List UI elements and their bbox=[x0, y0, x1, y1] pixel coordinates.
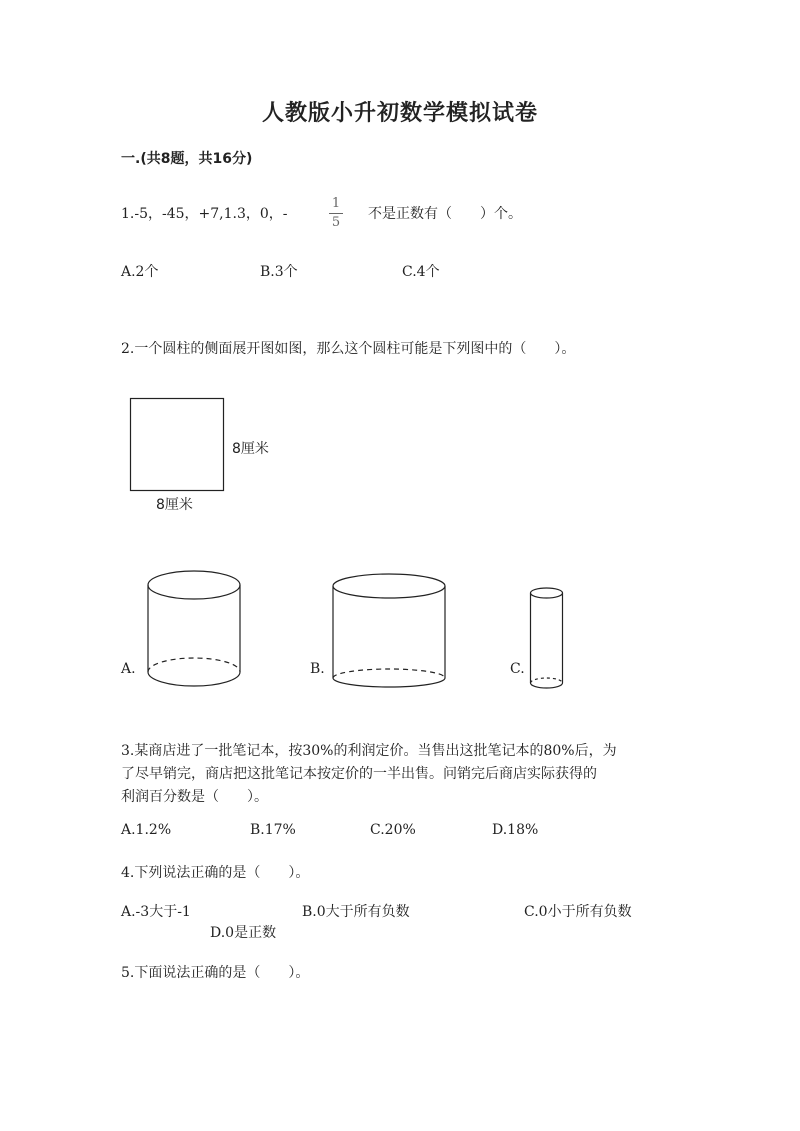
q5-stem: 5.下面说法正确的是（ ）。 bbox=[121, 965, 310, 981]
unfolded-side-square-figure bbox=[125, 393, 235, 497]
cylinder-c-figure bbox=[525, 583, 570, 695]
q2-option-a[interactable]: A. bbox=[121, 661, 136, 677]
q3-option-a[interactable]: A.1.2% bbox=[121, 822, 172, 838]
q4-option-b[interactable]: B.0大于所有负数 bbox=[302, 904, 410, 920]
page-title: 人教版小升初数学模拟试卷 bbox=[261, 100, 538, 126]
q1-option-a[interactable]: A.2个 bbox=[121, 264, 159, 280]
q4-option-d[interactable]: D.0是正数 bbox=[210, 925, 277, 941]
q1-fraction-denominator: 5 bbox=[331, 215, 341, 230]
q3-option-b[interactable]: B.17% bbox=[250, 822, 296, 838]
q4-option-a[interactable]: A.-3大于-1 bbox=[121, 904, 191, 920]
q3-stem-line-2: 了尽早销完，商店把这批笔记本按定价的一半出售。问销完后商店实际获得的 bbox=[121, 766, 597, 782]
q1-stem-prefix: 1.-5，-45，+7,1.3，0，- bbox=[121, 206, 288, 222]
q1-option-c[interactable]: C.4个 bbox=[402, 264, 440, 280]
cylinder-a-figure bbox=[140, 565, 250, 695]
section-heading: 一.(共8题，共16分) bbox=[121, 151, 253, 167]
cylinder-b-figure bbox=[328, 568, 453, 693]
q3-option-d[interactable]: D.18% bbox=[492, 822, 539, 838]
q3-stem-line-1: 3.某商店进了一批笔记本，按30%的利润定价。当售出这批笔记本的80%后，为 bbox=[121, 743, 617, 759]
square-bottom-label: 8厘米 bbox=[156, 497, 193, 513]
q2-option-c[interactable]: C. bbox=[510, 661, 525, 677]
q1-option-b[interactable]: B.3个 bbox=[260, 264, 298, 280]
q1-stem-suffix: 不是正数有（ ）个。 bbox=[368, 206, 522, 222]
q3-option-c[interactable]: C.20% bbox=[370, 822, 416, 838]
q4-stem: 4.下列说法正确的是（ ）。 bbox=[121, 865, 310, 881]
q2-stem: 2.一个圆柱的侧面展开图如图，那么这个圆柱可能是下列图中的（ ）。 bbox=[121, 341, 576, 357]
q1-fraction-numerator: 1 bbox=[331, 196, 341, 211]
q3-stem-line-3: 利润百分数是（ ）。 bbox=[121, 789, 268, 805]
q2-option-b[interactable]: B. bbox=[310, 661, 325, 677]
square-side-label: 8厘米 bbox=[232, 441, 269, 457]
q4-option-c[interactable]: C.0小于所有负数 bbox=[524, 904, 632, 920]
q1-fraction bbox=[328, 196, 344, 231]
